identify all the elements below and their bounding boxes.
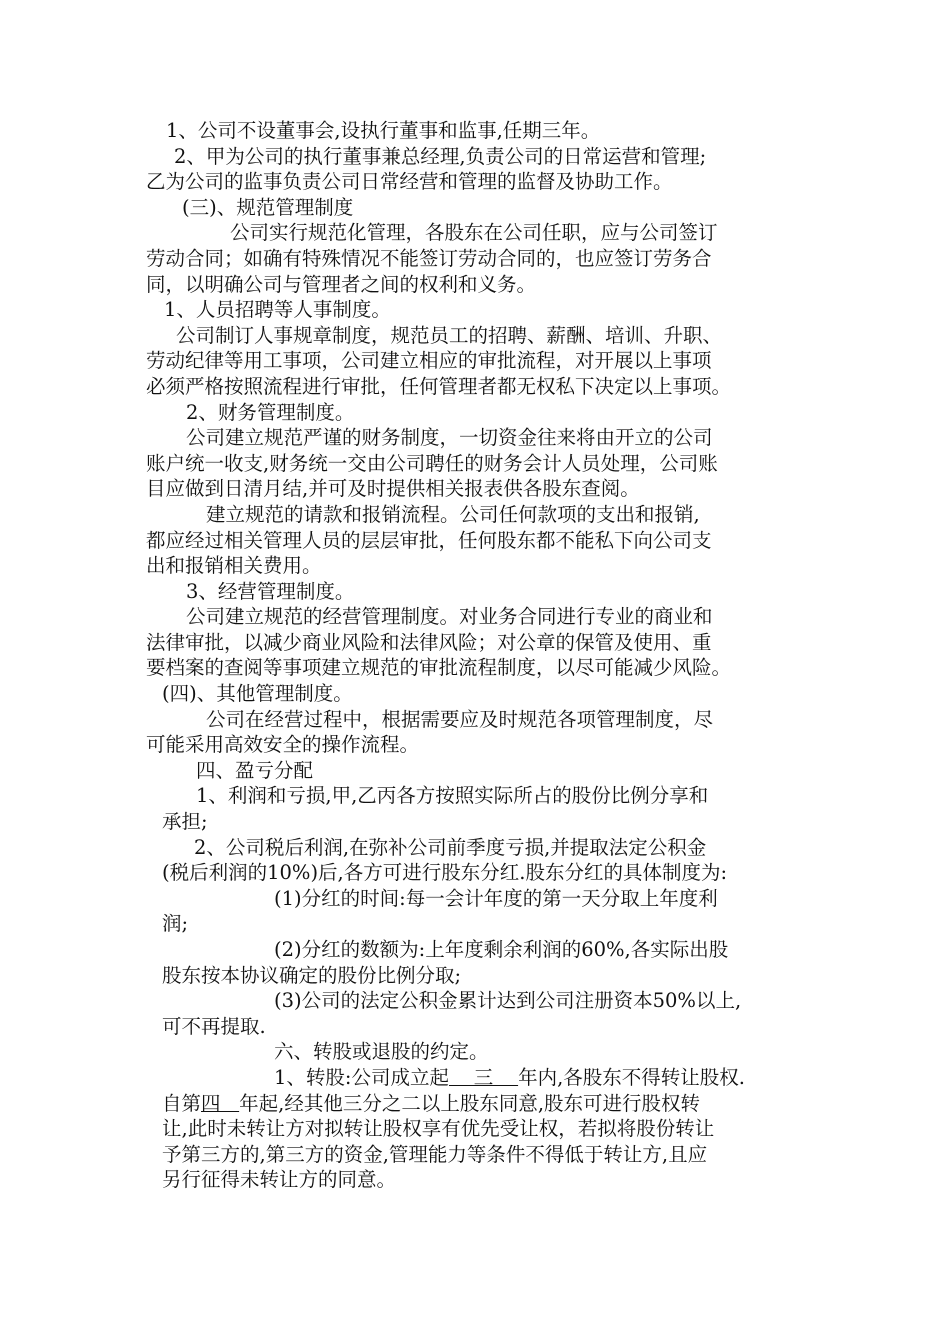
text-line: 四、盈亏分配 [196, 758, 314, 782]
text-line: 公司制订人事规章制度，规范员工的招聘、薪酬、培训、升职、 [176, 323, 723, 347]
text-line: 法律审批，以减少商业风险和法律风险；对公章的保管及使用、重 [146, 630, 712, 654]
text-line: 另行征得未转让方的同意。 [162, 1168, 397, 1192]
text-line: 承担; [162, 810, 208, 834]
text-line: (税后利润的10%)后,各方可进行股东分红.股东分红的具体制度为: [162, 861, 728, 885]
text-line: 可能采用高效安全的操作流程。 [146, 733, 420, 757]
text-line: 出和报销相关费用。 [146, 554, 322, 578]
text-line [146, 1065, 806, 1091]
text-line: 乙为公司的监事负责公司日常经营和管理的监督及协助工作。 [146, 170, 673, 194]
text-line: 公司在经营过程中，根据需要应及时规范各项管理制度，尽 [206, 707, 714, 731]
text-line: 公司建立规范的经营管理制度。对业务合同进行专业的商业和 [186, 605, 713, 629]
text-line: 建立规范的请款和报销流程。公司任何款项的支出和报销, [206, 502, 700, 526]
text-line: 让,此时未转让方对拟转让股权享有优先受让权，若拟将股份转让 [162, 1117, 715, 1141]
text-segment: 年内,各股东不得转让股权. [518, 1065, 745, 1089]
text-line: (四)、其他管理制度。 [162, 682, 353, 706]
text-line [146, 1091, 806, 1117]
text-line: 予第三方的,第三方的资金,管理能力等条件不得低于转让方,且应 [162, 1142, 708, 1166]
text-line: 公司建立规范严谨的财务制度，一切资金往来将由开立的公司 [186, 426, 713, 450]
text-line: 劳动纪律等用工事项，公司建立相应的审批流程，对开展以上事项 [146, 349, 712, 373]
text-line: 要档案的查阅等事项建立规范的审批流程制度，以尽可能减少风险。 [146, 656, 732, 680]
text-line: (2)分红的数额为:上年度剩余利润的60%,各实际出股 [274, 938, 729, 961]
text-line: 目应做到日清月结,并可及时提供相关报表供各股东查阅。 [146, 477, 640, 501]
text-line: (3)公司的法定公积金累计达到公司注册资本50%以上, [274, 989, 742, 1013]
text-line: 2、甲为公司的执行董事兼总经理,负责公司的日常运营和管理; [174, 144, 707, 168]
text-segment: 自第 [162, 1091, 202, 1115]
text-segment: 年起,经其他三分之二以上股东同意,股东可进行股权转 [239, 1091, 701, 1115]
text-line: 2、公司税后利润,在弥补公司前季度亏损,并提取法定公积金 [194, 835, 707, 859]
text-line: 1、利润和亏损,甲,乙丙各方按照实际所占的股份比例分享和 [196, 784, 709, 808]
text-line: 同，以明确公司与管理者之间的权利和义务。 [146, 272, 537, 296]
text-line: (1)分红的时间:每一会计年度的第一天分取上年度利 [274, 886, 718, 910]
text-line: 账户统一收支,财务统一交由公司聘任的财务会计人员处理，公司账 [146, 451, 718, 475]
text-line: 1、人员招聘等人事制度。 [164, 298, 391, 322]
text-line: 劳动合同；如确有特殊情况不能签订劳动合同的，也应签订劳务合 [146, 246, 712, 270]
text-line: 可不再提取. [162, 1014, 266, 1038]
text-line: 必须严格按照流程进行审批，任何管理者都无权私下决定以上事项。 [146, 374, 732, 398]
text-line: 润; [162, 912, 189, 936]
underlined-blank: 三 [448, 1065, 519, 1089]
underlined-blank: 四 [201, 1091, 240, 1115]
text-line: 1、公司不设董事会,设执行董事和监事,任期三年。 [166, 119, 601, 142]
text-line: 公司实行规范化管理，各股东在公司任职，应与公司签订 [230, 221, 718, 245]
text-line: 都应经过相关管理人员的层层审批，任何股东都不能私下向公司支 [146, 528, 712, 552]
text-line: 3、经营管理制度。 [186, 579, 355, 603]
text-line: 六、转股或退股的约定。 [274, 1040, 489, 1064]
text-line: 2、财务管理制度。 [186, 400, 355, 424]
text-segment: 1、转股:公司成立起 [274, 1065, 449, 1089]
document-body [146, 118, 806, 1193]
text-line: 股东按本协议确定的股份比例分取; [162, 963, 462, 987]
text-line: (三)、规范管理制度 [182, 195, 354, 219]
